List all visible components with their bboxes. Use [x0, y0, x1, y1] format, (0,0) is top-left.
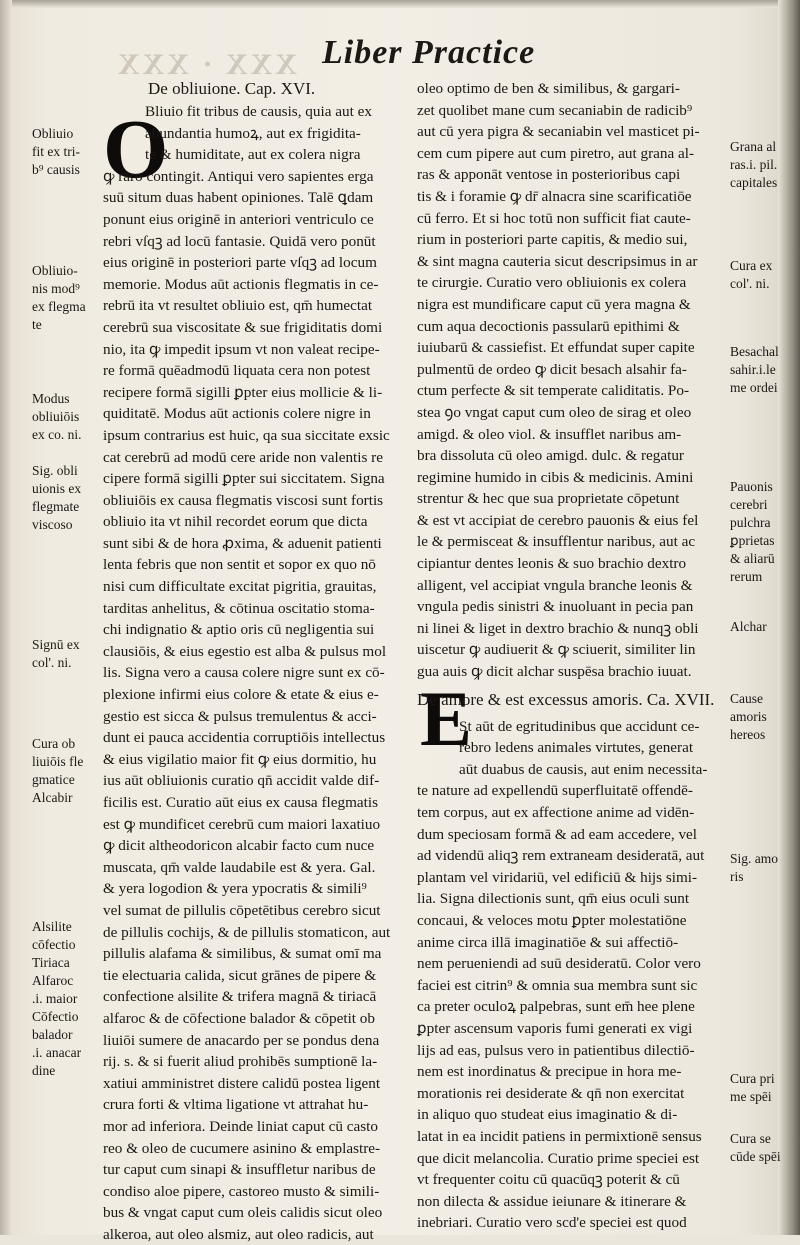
text-line: nem perueniendi ad suū desideratū. Color vero [417, 955, 701, 973]
text-line: alfaroc & de cōfectione balador & cōpetit ob [103, 1009, 375, 1027]
text-line: pulmentū de ordeo ꝙ dicit besach alsahir fa- [417, 360, 687, 378]
text-line: faciei est citrin⁹ & omnia sua membra sunt sic [417, 976, 698, 994]
text-line: tem corpus, aut ex affectione anime ad vidēn- [417, 804, 695, 821]
margin-note: me ordei [730, 380, 778, 395]
text-line: clausiōis, & eius egestio est alba & pulsus mol [103, 642, 387, 660]
margin-note: fit ex tri- [32, 144, 80, 159]
margin-note: Besachal [730, 344, 779, 359]
text-line: stea ꝯo vngat caput cum oleo de sirag et oleo [417, 403, 692, 421]
margin-note: Obliuio [32, 126, 74, 141]
text-line: cerebrū sua viscositate & sue frigiditatis domi [103, 318, 383, 336]
text-line: non dilecta & assidue ieiunare & itinerare & [417, 1192, 687, 1210]
text-line: vt frequenter coitu cū quacūqꝫ poterit & cū [417, 1171, 680, 1189]
margin-note: hereos [730, 727, 766, 742]
text-line: inebriari. Curatio vero scd'e speciei est quod [417, 1214, 687, 1232]
margin-note: dine [32, 1063, 56, 1078]
text-line: lenta febris que non sentit et sopor ex quo nō [103, 556, 376, 574]
margin-note: Sig. obli [32, 463, 78, 478]
text-line: concaui, & veloces motu ꝑpter molestatiōne [417, 911, 687, 929]
initial-letter-o: O [103, 103, 169, 196]
page-shadow-top [0, 0, 800, 8]
margin-note: flegmate [32, 499, 80, 514]
text-line: bra dissoluta cū oleo amigd. dulc. & regatur [417, 447, 684, 465]
text-line: ficilis est. Curatio aūt eius ex causa flegmatis [103, 794, 378, 811]
margin-note: Cōfectio [32, 1009, 79, 1024]
text-line: muscata, qm̄ valde laudabile est & yera. Gal. [103, 858, 376, 876]
margin-note: col'. ni. [32, 655, 72, 670]
margin-note: Cura ob [32, 736, 76, 751]
text-line: te & humiditate, aut ex colera nigra [145, 146, 361, 164]
text-line: alkeroa, aut oleo alsmiz, aut oleo radicis, aut [103, 1225, 374, 1243]
text-line: ctum perfecte & sit temperate caliditatis. Po- [417, 382, 690, 400]
margin-note: uionis ex [32, 481, 82, 496]
text-line: aūt duabus de causis, aut enim necessita- [459, 760, 708, 778]
margin-note: Modus [32, 391, 70, 406]
text-line: in aliquo quo studeat eius imaginatio & di- [417, 1106, 678, 1124]
text-line: ꝙ raro contingit. Antiqui vero sapientes erga [103, 167, 374, 185]
text-line: mor ad inferiora. Deinde liniat caput cū casto [103, 1117, 378, 1135]
margin-note: Cause [730, 691, 763, 706]
margin-note: te [32, 317, 42, 332]
text-line: crura forti & vltima ligatione vt attrahat hu- [103, 1096, 369, 1114]
text-line: tarditas anhelitus, & cōtinua oscitatio stoma- [103, 599, 375, 617]
margin-note: Sig. amo [730, 851, 779, 866]
margin-note: Alfaroc [32, 973, 74, 988]
margin-note: cūde spēi [730, 1149, 781, 1164]
margin-note: Obliuio- [32, 263, 78, 278]
text-line: sunt sibi & de hora ꝓxima, & aduenit patienti [103, 534, 382, 552]
margin-note: viscoso [32, 517, 73, 532]
text-line: strentur & hec que sua proprietate cōpetunt [417, 490, 680, 508]
text-line: ad videndū aliqꝫ rem extraneam desideratā, aut [417, 847, 705, 865]
text-line: obliuio ita vt nihil recordet eorum que dicta [103, 513, 368, 531]
text-line: chi indignatio & aptio oris cū negligentia sui [103, 621, 375, 639]
text-line: vel sumat de pillulis cōpetētibus cerebro sicut [103, 901, 381, 919]
text-line: ras & apponāt ventose in posterioribus capi [417, 166, 681, 184]
text-line: cipiantur dentes leonis & suo brachio dextro [417, 555, 687, 573]
text-line: ipsum contrarius est huic, qa sua siccitate exsic [103, 426, 390, 444]
text-line: condiso aloe pipere, castoreo musto & simili- [103, 1182, 380, 1200]
text-line: & sint magna cauteria sicut descripsimus in ar [417, 252, 698, 270]
text-line: re formā quēadmodū liquata cera non potest [103, 362, 371, 380]
text-line: ponunt eius originē in anteriori ventriculo ce [103, 210, 374, 228]
text-line: cipere formā sigilli ꝑpter sui siccitatem. Signa [103, 470, 385, 488]
text-line: memorie. Modus aūt actionis flegmatis in ce- [103, 275, 379, 293]
margin-note: cōfectio [32, 937, 76, 952]
text-line: & eius vigilatio maior fit ꝙ eius dormitio, hu [103, 750, 377, 768]
text-line: cat cerebrū ad modū cere aride non valentis re [103, 448, 383, 466]
text-line: bus & vngat caput cum oleis calidis sicut oleo [103, 1204, 383, 1222]
text-line: quiditatē. Modus aūt actionis colere nigre in [103, 405, 371, 423]
page-shadow-left [0, 0, 12, 1235]
margin-note: gmatice [32, 772, 75, 787]
text-line: recipere formā sigilli ꝑpter eius mollicie & li- [103, 383, 383, 401]
text-line: lis. Signa vero a causa colere nigre sunt ex cō- [103, 664, 385, 682]
text-line: rij. s. & si fuerit aliud prohibēs sumptionē la- [103, 1053, 378, 1071]
running-head: Liber Practice [322, 34, 536, 71]
margin-note: Grana al [730, 139, 777, 154]
text-line: zet quolibet mane cum secaniabin de radicib⁹ [417, 101, 693, 119]
page-gutter-right [778, 0, 800, 1235]
margin-note: liuiōis fle [32, 754, 84, 769]
text-line: nigra est mundificare caput cū yera magna & [417, 295, 691, 313]
text-line: nio, ita ꝙ impedit ipsum vt non valeat recipe- [103, 340, 380, 358]
margin-note: obliuiōis [32, 409, 80, 424]
text-line: ca preter oculoꝝ palpebras, sunt em̄ hee plene [417, 998, 695, 1016]
margin-note: Cura ex [730, 258, 773, 273]
text-line: vngula pedis sinistri & inuoluant in pecia pan [417, 598, 694, 616]
text-line: est ꝙ mundificet cerebrū cum maiori laxatiuo [103, 815, 381, 833]
text-line: ꝙ dicit altheodoricon alcabir facto cum nuce [103, 837, 375, 855]
margin-note: col'. ni. [730, 276, 770, 291]
margin-note: Cura pri [730, 1071, 775, 1086]
margin-note: balador [32, 1027, 73, 1042]
text-line: iuiubarū & cassiefist. Et effundat super capite [417, 339, 695, 357]
text-line: tis & i foramie ꝙ dr̄ alnacra sine scarificatiōe [417, 187, 692, 205]
margin-note: Signū ex [32, 637, 80, 652]
text-line: liuiōi sumere de anacardo per se pondus dena [103, 1031, 380, 1049]
text-line: amigd. & oleo viol. & insufflet naribus am- [417, 425, 682, 443]
text-line: ni linei & liget in dextro brachio & nunqꝫ obli [417, 619, 699, 637]
text-line: plantam vel viridariū, vel edificiū & hijs simi- [417, 868, 698, 886]
margin-note: Alchar [730, 619, 767, 634]
text-line: reo & oleo de cucumere asinino & emplastre- [103, 1139, 381, 1157]
chapter-heading: De amore & est excessus amoris. Ca. XVII. [417, 689, 715, 709]
text-line: uiscetur ꝙ audiuerit & ꝙ sciuerit, similiter lin [417, 641, 696, 659]
text-line: rebri vſqꝫ ad locū fantasie. Quidā vero ponūt [103, 232, 376, 250]
text-line: xatiui amministret distere calidū postea ligent [103, 1074, 381, 1092]
margin-note: Alcabir [32, 790, 73, 805]
text-line: de pillulis cochijs, & de pillulis stomaticon, aut [103, 923, 391, 941]
text-line: morationis rei desiderate & qn̄ non exercitat [417, 1084, 685, 1102]
margin-note: nis mod⁹ [32, 281, 80, 296]
margin-note: ex flegma [32, 299, 86, 314]
text-line: tie electuaria calida, sicut grānes de pipere & [103, 966, 377, 984]
text-line: lijs ad eas, pulsus vero in patientibus dilectiō- [417, 1041, 695, 1059]
text-line: aut cū yera pigra & secaniabin vel masticet pi- [417, 123, 700, 141]
margin-note: ex co. ni. [32, 427, 82, 442]
text-line: regimine humido in cibis & medicinis. Amini [417, 468, 694, 486]
chapter-heading: De obliuione. Cap. XVI. [148, 79, 316, 98]
margin-note: sahir.i.le [730, 362, 776, 377]
text-line: suū situm duas habent opiniones. Talē ꝗdam [103, 189, 374, 207]
margin-note: cerebri [730, 497, 768, 512]
left-text-column [103, 78, 409, 1245]
margin-note: amoris [730, 709, 767, 724]
margin-note: Pauonis [730, 479, 773, 494]
text-line: anime circa illā imaginatiōe & sui affectiō- [417, 933, 679, 951]
margin-note: Tiriaca [32, 955, 70, 970]
text-line: dum speciosam formā & ad eam accedere, vel [417, 825, 697, 843]
right-text-column [417, 78, 727, 1234]
margin-note: rerum [730, 569, 763, 584]
text-line: te cirurgie. Curatio vero obliuionis ex colera [417, 274, 687, 292]
margin-note: pulchra [730, 515, 771, 530]
text-line: te nature ad expellendū superfluitatē offendē- [417, 782, 693, 800]
text-line: Bliuio fit tribus de causis, quia aut ex [145, 103, 372, 120]
text-line: oleo optimo de ben & similibus, & gargari- [417, 80, 680, 97]
text-line: rium in posteriori parte capitis, & medio sui, [417, 231, 688, 249]
text-line: cum aqua decoctionis passularū epithimi & [417, 317, 680, 335]
text-line: tur caput cum sinapi & insuffletur naribus de [103, 1161, 376, 1179]
margin-note: b⁹ causis [32, 162, 80, 177]
text-line: abundantia humoꝝ, aut ex frigidita- [145, 124, 361, 142]
text-line: & yera logodion & yera ypocratis & simili⁹ [103, 880, 367, 898]
text-line: eius originē in posteriori parte vſqꝫ ad locum [103, 254, 377, 272]
text-line: gestio est sicca & pulsus tremulentus & acci- [103, 707, 377, 725]
initial-letter-e: E [420, 675, 473, 762]
text-line: St aūt de egritudinibus que accidunt ce- [459, 717, 700, 735]
text-line: nem est inordinatus & precipue in hora me- [417, 1063, 682, 1081]
text-line: & est vt accipiat de cerebro pauonis & eius fel [417, 511, 699, 529]
margin-note: capitales [730, 175, 778, 190]
margin-note: & aliarū [730, 551, 775, 566]
text-line: plexione infirmi eius colore & etate & eius e- [103, 686, 379, 704]
text-line: confectione alsilite & trifera magnā & tiriacā [103, 988, 377, 1006]
text-line: ꝑpter ascensum vaporis fumi generati ex vigi [417, 1019, 693, 1037]
text-line: alligent, vel accipiat vngula branche leonis & [417, 576, 693, 594]
text-line: rebro ledens animales virtutes, generat [459, 739, 694, 757]
text-line: latat in ea incidit patiens in permixtionē sensus [417, 1127, 702, 1145]
margin-note: ris [730, 869, 744, 884]
text-line: rebrū ita vt resultet obliuio est, qm̄ humectat [103, 297, 373, 315]
text-line: que dicit melancolia. Curatio prime speciei est [417, 1149, 700, 1167]
text-line: cū ferro. Et si hoc totū non sufficit fiat caute- [417, 209, 691, 227]
text-line: ius aūt obliuionis curatio qn̄ accidit valde dif- [103, 772, 380, 790]
margin-note: ras.i. pil. [730, 157, 778, 172]
text-line: le & permisceat & insufflentur naribus, aut ac [417, 533, 696, 551]
margin-note: .i. maior [32, 991, 78, 1006]
margin-note: Cura se [730, 1131, 771, 1146]
margin-note: ꝑprietas [730, 533, 775, 548]
text-line: nisi cum difficultate excitat pigritia, grauitas, [103, 578, 377, 596]
text-line: dunt ei pauca accidentia corruptiōis intellectus [103, 729, 386, 747]
text-line: lia. Signa dilectionis sunt, qm̄ eius oculi sunt [417, 890, 690, 908]
margin-note: Alsilite [32, 919, 72, 934]
text-line: gua auis ꝙ dicit alchar suspēsa brachio iuuat. [417, 663, 692, 681]
margin-note: me spēi [730, 1089, 772, 1104]
text-line: obliuiōis ex causa flegmatis viscosi sunt fortis [103, 491, 384, 509]
margin-note: .i. anacar [32, 1045, 82, 1060]
bleed-through-ink: XXX · XXX [115, 48, 297, 81]
text-line: pillulis alafama & similibus, & sumat omī ma [103, 945, 382, 963]
text-line: cem cum pipere aut cum piretro, aut grana al- [417, 144, 695, 162]
